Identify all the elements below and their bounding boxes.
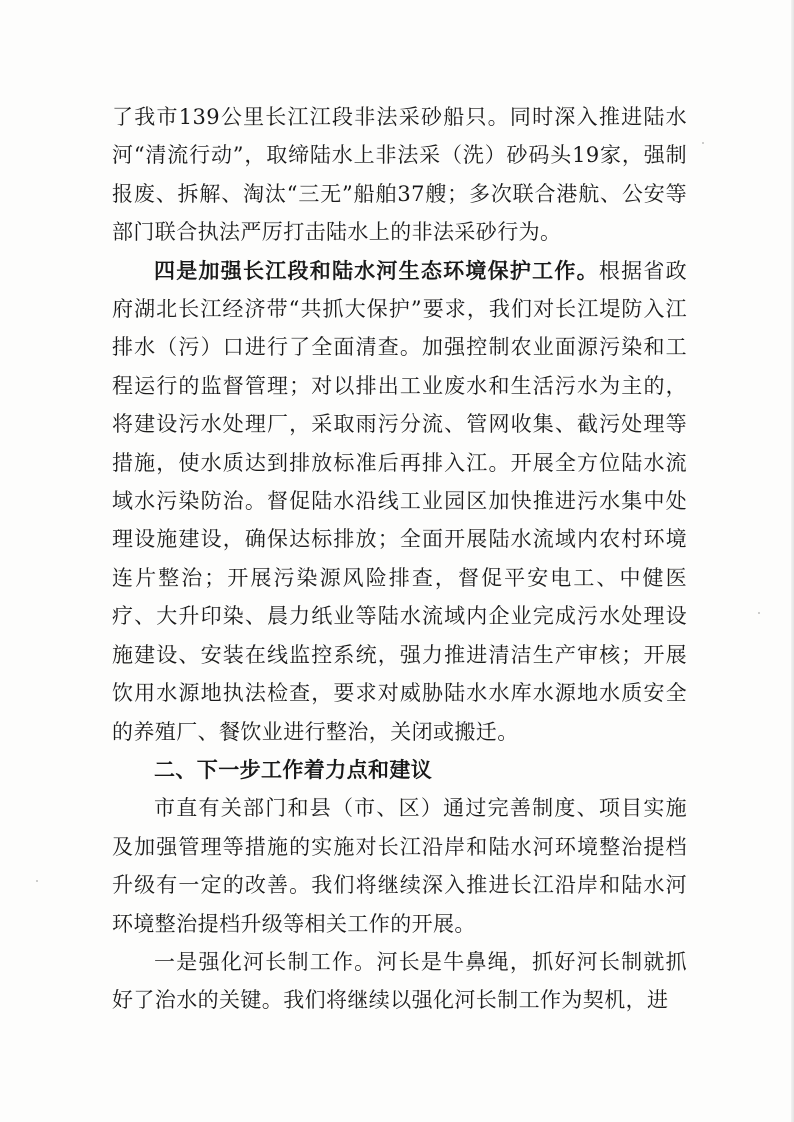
scan-speck [36,880,38,882]
paragraph-lead: 一是强化河长制工作。 [154,949,377,974]
paragraph-text: 市直有关部门和县（市、区）通过完善制度、项目实施及加强管理等措施的实施对长江沿岸和陆水河环境整治提档升级有一定的改善。我们将继续深入推进长江沿岸和陆水河环境整治提档升级等相关工作的开展。 [112,796,687,936]
paragraph-lead: 四是加强长江段和陆水河生态环境保护工作。 [154,258,599,283]
paragraph-text: 了我市139公里长江江段非法采砂船只。同时深入推进陆水河“清流行动”，取缔陆水上非法采（洗）砂码头19家，强制报废、拆解、淘汰“三无”船舶37艘；多次联合港航、公安等部门联合执法严厉打击陆水上的非法采砂行为。 [112,105,687,245]
section-heading: 二、下一步工作着力点和建议 [154,757,433,782]
paragraph-continuation [112,98,687,252]
paragraph-river-chief [112,943,687,1020]
paragraph-next-steps [112,789,687,943]
document-body [112,98,687,1020]
paragraph-ecology [112,252,687,751]
paragraph-text: 河长是牛鼻绳，抓好河长制就抓好了治水的关键。我们将继续以强化河长制工作为契机，进 [112,949,687,1013]
scan-speck [702,142,704,144]
paragraph-text: 根据省政府湖北长江经济带“共抓大保护”要求，我们对长江堤防入江排水（污）口进行了全面清查。加强控制农业面源污染和工程运行的监督管理；对以排出工业废水和生活污水为主的，将建设污水处理厂，采取雨污分流、管网收集、截污处理等措施，使水质达到排放标准后再排入江。开展全方位陆水流域水污染防治。督促陆水沿线工业园区加快推进污水集中处理设施建设，确保达标排放；全面开展陆水流域内农村环境连片整治；开展污染源风险排查，督促平安电工、中健医疗、大升印染、晨力纸业等陆水流域内企业完成污水处理设施建设、安装在线监控系统，强力推进清洁生产审核；开展饮用水源地执法检查，要求对威胁陆水水库水源地水质安全的养殖厂、餐饮业进行整治，关闭或搬迁。 [112,258,687,744]
scan-speck [758,612,760,614]
